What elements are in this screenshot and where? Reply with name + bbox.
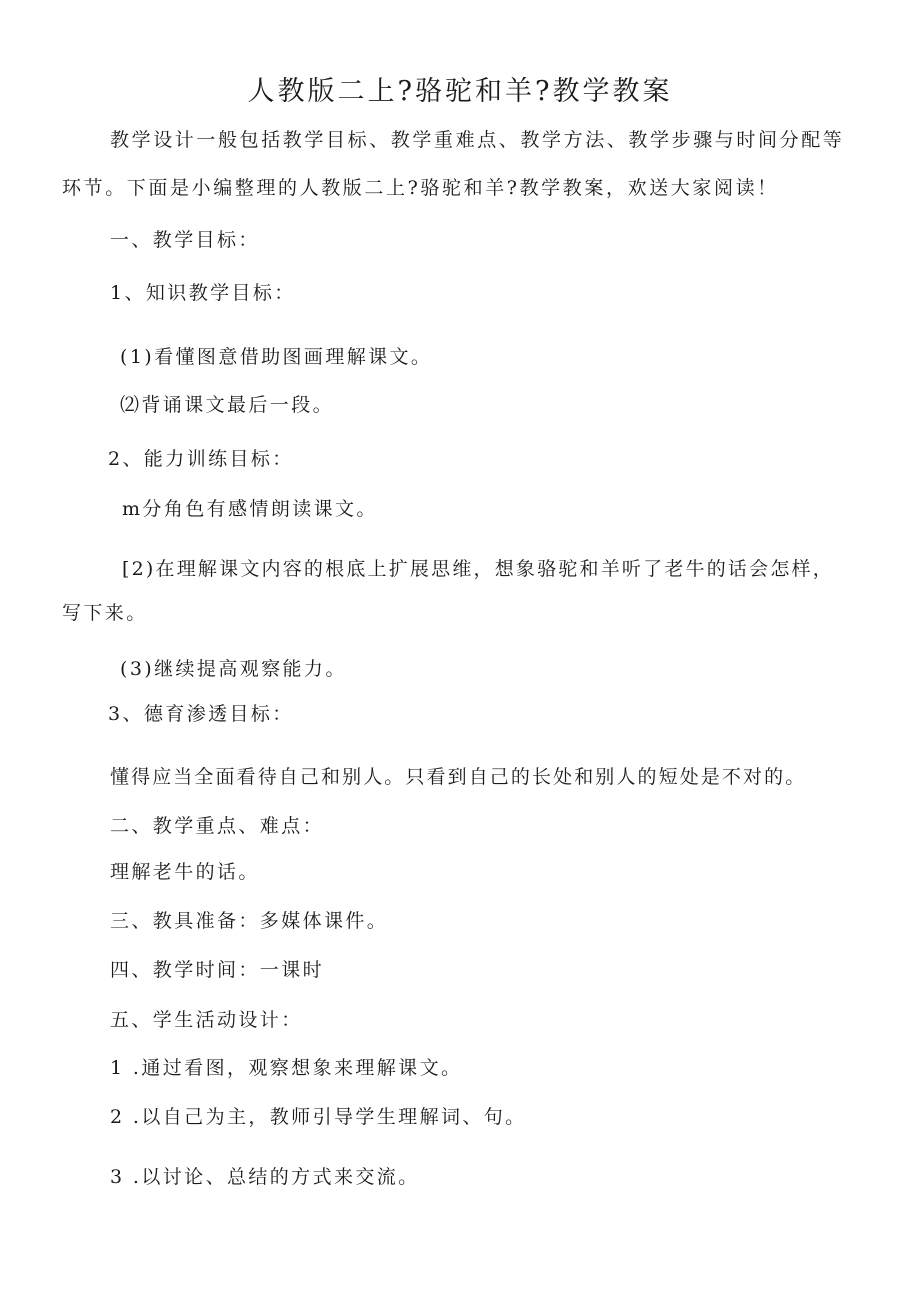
- subheading-ability: 2、能力训练目标：: [108, 448, 294, 470]
- list-item: ⑵背诵课文最后一段。: [120, 394, 335, 416]
- subheading-moral: 3、德育渗透目标：: [108, 703, 294, 725]
- paragraph: 懂得应当全面看待自己和别人。只看到自己的长处和别人的短处是不对的。: [110, 766, 807, 788]
- document-title: 人教版二上?骆驼和羊?教学教案: [247, 76, 673, 107]
- list-item: m分角色有感情朗读课文。: [122, 498, 378, 520]
- list-item: (3)继续提高观察能力。: [120, 658, 347, 680]
- section-heading-materials: 三、教具准备：多媒体课件。: [110, 910, 389, 932]
- subheading-knowledge: 1、知识教学目标：: [110, 282, 296, 304]
- section-heading-keypoints: 二、教学重点、难点：: [110, 815, 325, 837]
- list-item: [2)在理解课文内容的根底上扩展思维，想象骆驼和羊听了老牛的话会怎样，: [122, 558, 834, 580]
- list-item: (1)看懂图意借助图画理解课文。: [120, 346, 433, 368]
- section-heading-activities: 五、学生活动设计：: [110, 1009, 303, 1031]
- section-heading-time: 四、教学时间：一课时: [110, 959, 325, 981]
- list-item-continued: 写下来。: [62, 602, 148, 624]
- section-heading-objectives: 一、教学目标：: [110, 229, 260, 251]
- list-item: 1 .通过看图，观察想象来理解课文。: [110, 1057, 463, 1079]
- intro-line-2: 环节。下面是小编整理的人教版二上?骆驼和羊?教学教案，欢送大家阅读！: [62, 177, 779, 199]
- list-item: 2 .以自己为主，教师引导学生理解词、句。: [110, 1106, 527, 1128]
- list-item: 3 .以讨论、总结的方式来交流。: [110, 1166, 420, 1188]
- paragraph: 理解老牛的话。: [110, 861, 260, 883]
- intro-line-1: 教学设计一般包括教学目标、教学重难点、教学方法、教学步骤与时间分配等: [110, 129, 845, 151]
